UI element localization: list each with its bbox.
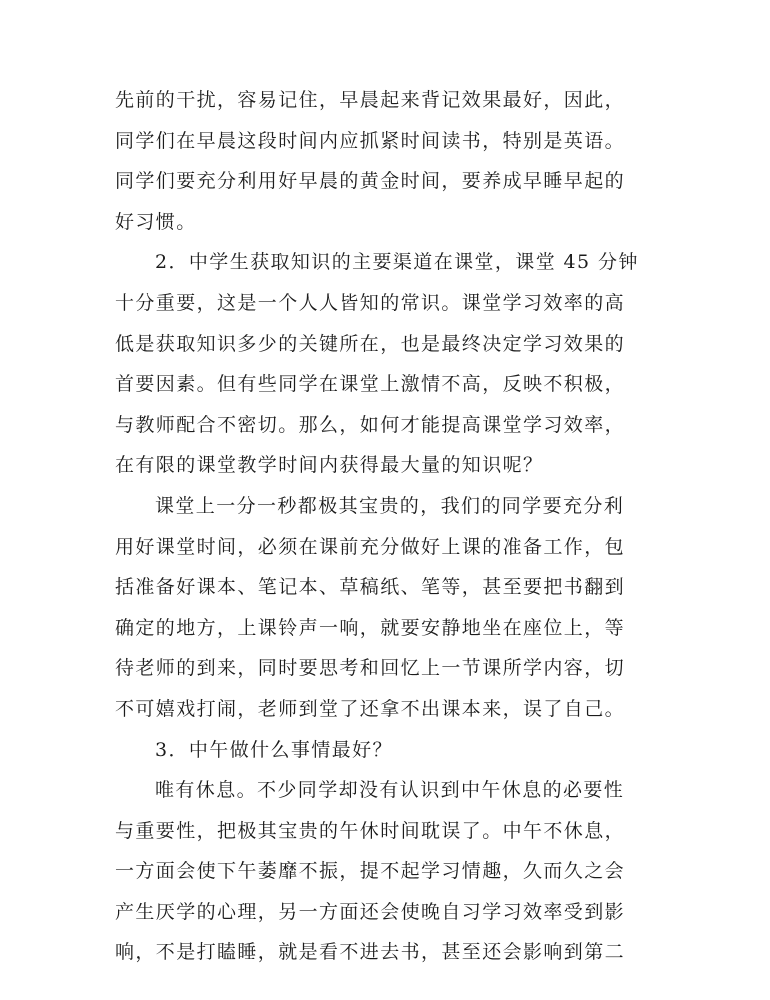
text-line: 低是获取知识多少的关键所在，也是最终决定学习效果的 <box>115 332 626 355</box>
text-line: 在有限的课堂教学时间内获得最大量的知识呢？ <box>115 454 544 477</box>
text-line: 一方面会使下午萎靡不振，提不起学习情趣，久而久之会 <box>115 860 626 883</box>
text-line: 同学们要充分利用好早晨的黄金时间，要养成早睡早起的 <box>115 170 626 193</box>
text-line: 3．中午做什么事情最好？ <box>155 738 393 761</box>
document-body <box>115 80 655 973</box>
text-line: 与教师配合不密切。那么，如何才能提高课堂学习效率， <box>115 413 626 436</box>
text-line: 唯有休息。不少同学却没有认识到中午休息的必要性 <box>155 779 625 802</box>
text-line: 好习惯。 <box>115 210 197 233</box>
text-line: 与重要性，把极其宝贵的午休时间耽误了。中午不休息， <box>115 819 626 842</box>
text-line: 确定的地方，上课铃声一响，就要安静地坐在座位上，等 <box>115 616 626 639</box>
text-line: 首要因素。但有些同学在课堂上激情不高，反映不积极， <box>115 373 626 396</box>
text-line: 课堂上一分一秒都极其宝贵的，我们的同学要充分利 <box>155 494 625 517</box>
text-line: 用好课堂时间，必须在课前充分做好上课的准备工作，包 <box>115 535 626 558</box>
text-line: 响，不是打瞌睡，就是看不进去书，甚至还会影响到第二 <box>115 941 626 964</box>
text-line: 十分重要，这是一个人人皆知的常识。课堂学习效率的高 <box>115 291 626 314</box>
text-line: 2．中学生获取知识的主要渠道在课堂，课堂 45 分钟 <box>155 251 639 274</box>
text-line: 同学们在早晨这段时间内应抓紧时间读书，特别是英语。 <box>115 129 626 152</box>
text-line: 产生厌学的心理，另一方面还会使晚自习学习效率受到影 <box>115 900 626 923</box>
text-line: 括准备好课本、笔记本、草稿纸、笔等，甚至要把书翻到 <box>115 576 626 599</box>
text-line: 待老师的到来，同时要思考和回忆上一节课所学内容，切 <box>115 657 626 680</box>
text-line: 先前的干扰，容易记住，早晨起来背记效果最好，因此， <box>115 89 626 111</box>
text-line: 不可嬉戏打闹，老师到堂了还拿不出课本来，误了自己。 <box>115 697 626 720</box>
